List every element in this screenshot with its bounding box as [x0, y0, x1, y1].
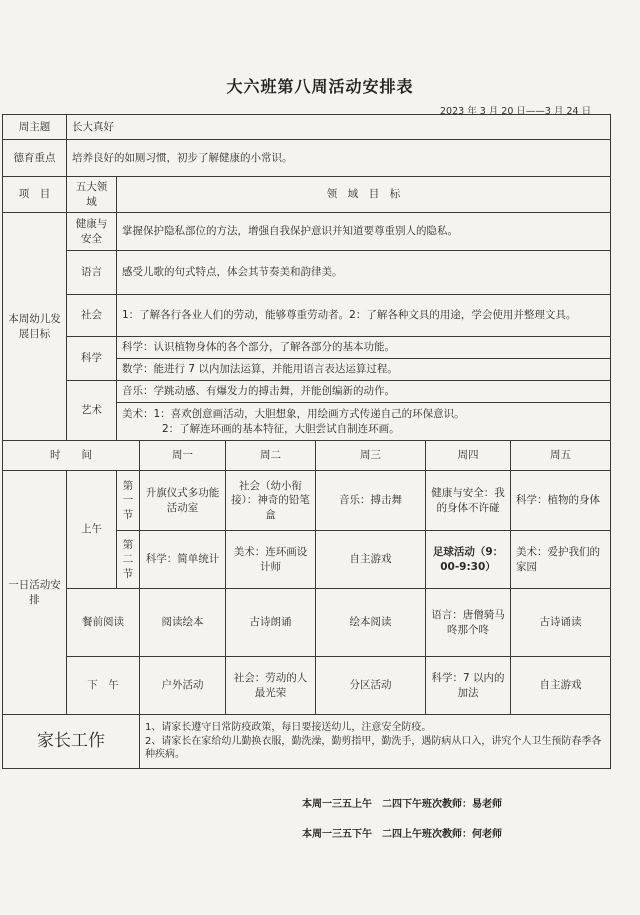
- theme-label: 周主题: [3, 115, 67, 140]
- parents-row: [3, 715, 611, 769]
- afternoon-mon: 户外活动: [140, 657, 226, 715]
- date-range: 2023 年 3 月 20 日——3 月 24 日: [440, 106, 592, 117]
- target-header: 领 域 目 标: [117, 177, 611, 213]
- reading-tue: 古诗朗诵: [226, 589, 316, 657]
- period1-tue: 社会（幼小衔接）：神奇的铅笔盒: [226, 471, 316, 531]
- parents-line-2: 2、请家长在家给幼儿勤换衣服，勤洗澡，勤剪指甲，勤洗手，遇防病从口入，讲究个人卫生预防春季各种疾病。: [145, 735, 602, 761]
- theme-row: [3, 115, 611, 140]
- afternoon-label: 下 午: [67, 657, 140, 715]
- afternoon-row: [3, 657, 611, 715]
- afternoon-wed: 分区活动: [316, 657, 426, 715]
- goal-row-society: [3, 295, 611, 337]
- period2-label: 第二节: [117, 531, 140, 589]
- goal-text-art-1: 美术：1：喜欢创意画活动，大胆想象，用绘画方式传递自己的环保意识。: [122, 408, 465, 421]
- reading-row: [3, 589, 611, 657]
- period2-thu: 足球活动（9：00-9:30）: [426, 531, 511, 589]
- day-thu: 周四: [426, 441, 511, 471]
- period1-row: [3, 471, 611, 531]
- goal-domain-science: 科学: [67, 337, 117, 381]
- period1-label: 第一节: [117, 471, 140, 531]
- goals-section-label: 本周幼儿发展目标: [3, 213, 67, 441]
- period2-mon: 科学：简单统计: [140, 531, 226, 589]
- morning-label: 上午: [67, 471, 117, 589]
- afternoon-tue: 社会：劳动的人最光荣: [226, 657, 316, 715]
- goal-domain-health: 健康与安全: [67, 213, 117, 251]
- day-mon: 周一: [140, 441, 226, 471]
- period1-wed: 音乐：搏击舞: [316, 471, 426, 531]
- goals-header-row: [3, 177, 611, 213]
- parents-line-1: 1、请家长遵守日常防疫政策，每日要接送幼儿，注意安全防疫。: [145, 722, 432, 734]
- domain-header: 五大领域: [67, 177, 117, 213]
- time-label: 时 间: [3, 441, 140, 471]
- teacher-line-1: 本周一三五上午 二四下午班次教师：易老师: [302, 799, 502, 810]
- afternoon-fri: 自主游戏: [511, 657, 611, 715]
- period2-tue: 美术：连环画设计师: [226, 531, 316, 589]
- reading-thu: 语言：唐僧骑马咚那个咚: [426, 589, 511, 657]
- reading-label: 餐前阅读: [67, 589, 140, 657]
- schedule-section-label: 一日活动安排: [3, 471, 67, 715]
- goal-row-health: [3, 213, 611, 251]
- schedule-header-row: [3, 441, 611, 471]
- goal-domain-language: 语言: [67, 251, 117, 295]
- goal-domain-society: 社会: [67, 295, 117, 337]
- period1-fri: 科学：植物的身体: [511, 471, 611, 531]
- goal-text-science: 科学：认识植物身体的各个部分，了解各部分的基本功能。: [117, 337, 611, 359]
- goal-text-art-2: 2：了解连环画的基本特征，大胆尝试自制连环画。: [162, 422, 400, 435]
- page-title: 大六班第八周活动安排表: [226, 77, 414, 96]
- period2-fri: 美术：爱护我们的家园: [511, 531, 611, 589]
- goal-text-health: 掌握保护隐私部位的方法，增强自我保护意识并知道要尊重别人的隐私。: [117, 213, 611, 251]
- day-fri: 周五: [511, 441, 611, 471]
- moral-value: 培养良好的如厕习惯，初步了解健康的小常识。: [67, 140, 611, 177]
- afternoon-thu: 科学：7 以内的加法: [426, 657, 511, 715]
- goal-text-society: 1：了解各行各业人们的劳动，能够尊重劳动者。2：了解各种文具的用途，学会使用并整理文具。: [117, 295, 611, 337]
- goal-row-science-1: [3, 337, 611, 359]
- goal-text-music: 音乐：学跳动感、有爆发力的搏击舞，并能创编新的动作。: [117, 381, 611, 403]
- period1-thu: 健康与安全：我的身体不许碰: [426, 471, 511, 531]
- moral-label: 德育重点: [3, 140, 67, 177]
- teacher-line-2: 本周一三五下午 二四上午班次教师：何老师: [302, 829, 502, 840]
- parents-cell: [140, 715, 611, 769]
- parents-label: 家长工作: [3, 715, 140, 769]
- goal-text-language: 感受儿歌的句式特点，体会其节奏美和韵律美。: [117, 251, 611, 295]
- period2-wed: 自主游戏: [316, 531, 426, 589]
- reading-wed: 绘本阅读: [316, 589, 426, 657]
- item-label: 项 目: [3, 177, 67, 213]
- day-wed: 周三: [316, 441, 426, 471]
- reading-fri: 古诗诵读: [511, 589, 611, 657]
- reading-mon: 阅读绘本: [140, 589, 226, 657]
- goal-row-language: [3, 251, 611, 295]
- goal-domain-art: 艺术: [67, 381, 117, 441]
- goal-text-math: 数学：能进行 7 以内加法运算，并能用语言表达运算过程。: [117, 359, 611, 381]
- moral-row: [3, 140, 611, 177]
- day-tue: 周二: [226, 441, 316, 471]
- period1-mon: 升旗仪式多功能活动室: [140, 471, 226, 531]
- goal-text-art-cell: [117, 403, 611, 441]
- theme-value: 长大真好: [67, 115, 611, 140]
- schedule-table: [2, 114, 611, 769]
- goal-row-art-1: [3, 381, 611, 403]
